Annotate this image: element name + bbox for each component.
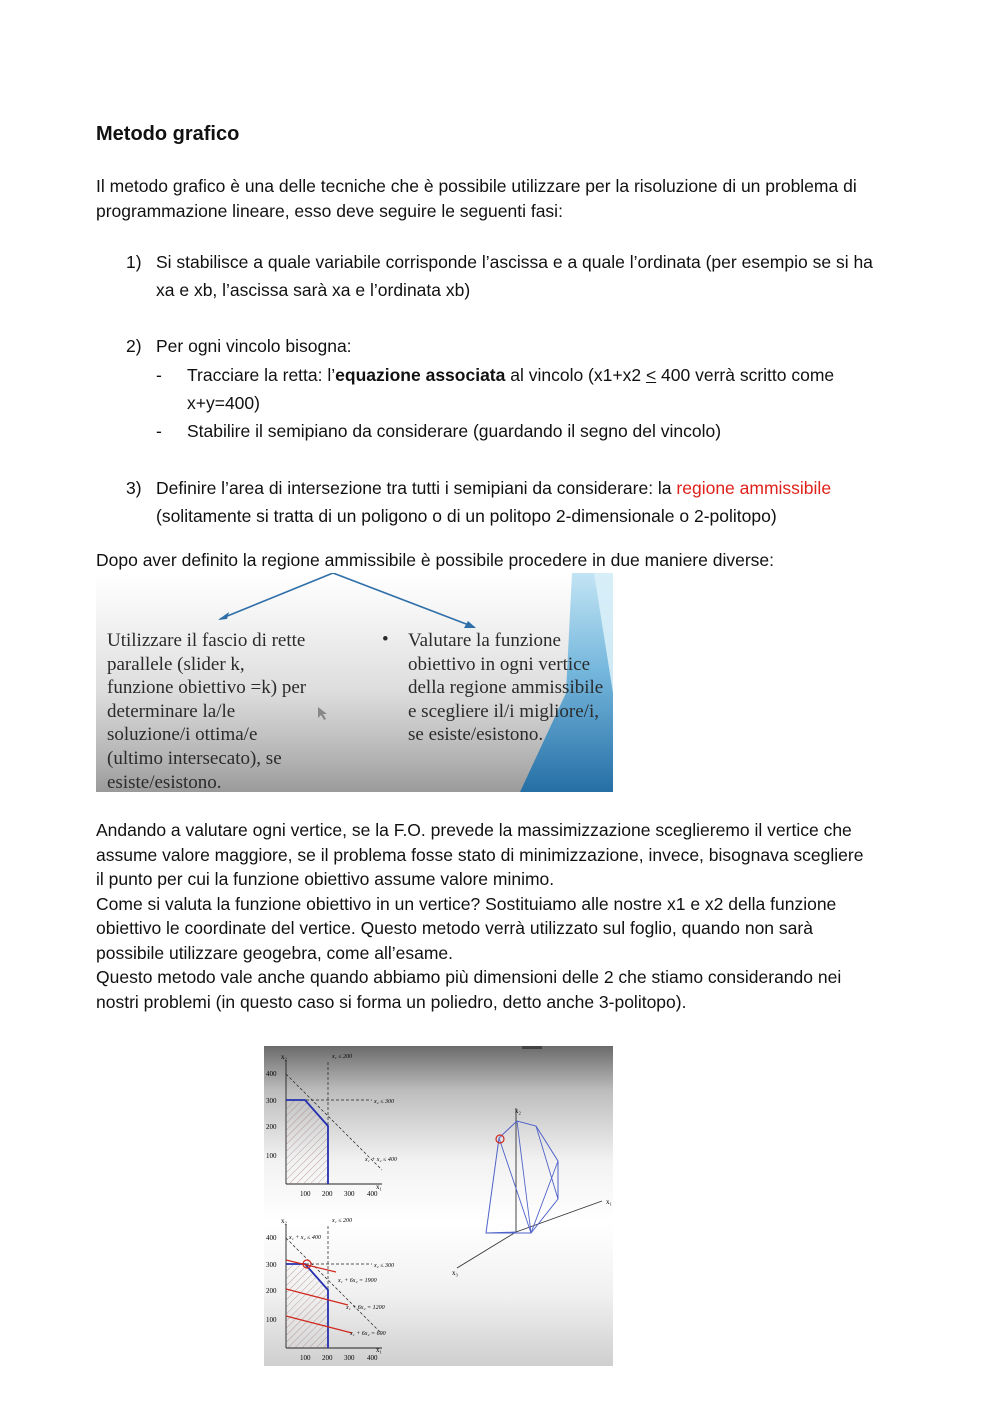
substep-text: 400 verrà scritto come bbox=[656, 365, 835, 385]
le-symbol: < bbox=[645, 365, 657, 385]
y-tick: 300 bbox=[266, 1261, 277, 1269]
y-tick: 400 bbox=[266, 1234, 277, 1242]
body-line: nostri problemi (in questo caso si forma un poliedro, detto anche 3-politopo). bbox=[96, 991, 687, 1012]
x-tick: 100 bbox=[300, 1190, 311, 1198]
x-tick: 300 bbox=[344, 1190, 355, 1198]
slide-line: esiste/esistono. bbox=[107, 771, 222, 792]
slide-right-text bbox=[408, 629, 603, 747]
x-axis-label: x₁ bbox=[606, 1198, 612, 1206]
body-line: il punto per cui la funzione obiettivo assume valore minimo. bbox=[96, 869, 555, 889]
x-axis-label: x₁ bbox=[376, 1346, 382, 1354]
slide-line: soluzione/i ottima/e bbox=[107, 724, 258, 746]
step-line: (solitamente si tratta di un poligono o di un politopo 2-dimensionale o 2-politopo) bbox=[156, 506, 777, 526]
slide-bullet: • bbox=[382, 629, 389, 650]
x-tick: 100 bbox=[300, 1354, 311, 1362]
objective-label: x₁ + 6x₂ = 600 bbox=[350, 1331, 386, 1337]
slide-line: determinare la/le bbox=[107, 700, 236, 722]
body-line: obiettivo le coordinate del vertice. Questo metodo verrà utilizzato sul foglio, quando non sarà bbox=[96, 918, 813, 938]
intro-paragraph bbox=[96, 174, 916, 223]
substep-text: Stabilire il semipiano da considerare (guardando il segno del vincolo) bbox=[187, 421, 722, 441]
slide-line: della regione ammissibile bbox=[408, 677, 604, 699]
figure-graphics bbox=[264, 1046, 613, 1366]
y-axis-label: x₂ bbox=[281, 1217, 287, 1225]
page-title: Metodo grafico bbox=[96, 123, 240, 145]
objective-label: x₁ + 6x₂ = 1200 bbox=[346, 1305, 385, 1311]
highlight-term: regione ammissibile bbox=[676, 478, 832, 498]
z-axis-label: x₂ bbox=[515, 1107, 521, 1115]
slide-line: Valutare la funzione bbox=[408, 630, 561, 651]
y-tick: 100 bbox=[266, 1152, 277, 1160]
step-3 bbox=[126, 474, 906, 534]
cursor-icon bbox=[318, 707, 327, 720]
methods-intro: Dopo aver definito la regione ammissibile è possibile procedere in due maniere diverse: bbox=[96, 550, 775, 570]
constraint-label: x₁ + x₂ ≤ 400 bbox=[289, 1235, 321, 1241]
slide-image bbox=[96, 573, 613, 792]
body-line: Andando a valutare ogni vertice, se la F.O. prevede la massimizzazione sceglieremo il vertice che bbox=[96, 820, 852, 840]
x-tick: 200 bbox=[322, 1190, 333, 1198]
step-number: 3) bbox=[126, 478, 142, 498]
top-bar bbox=[522, 1046, 542, 1049]
left-arrowhead bbox=[218, 612, 229, 620]
bold-term: equazione associata bbox=[335, 365, 506, 385]
figure-image bbox=[264, 1046, 613, 1366]
step-number: 1) bbox=[126, 252, 142, 272]
step-line: Definire l’area di intersezione tra tutti i semipiani da considerare: la bbox=[156, 478, 677, 498]
y-tick: 200 bbox=[266, 1287, 277, 1295]
y-axis-label: x₃ bbox=[452, 1269, 458, 1277]
x-tick: 200 bbox=[322, 1354, 333, 1362]
polytope-3d bbox=[452, 1107, 612, 1277]
y-tick: 100 bbox=[266, 1316, 277, 1324]
step-2 bbox=[126, 332, 906, 362]
step-line: Per ogni vincolo bisogna: bbox=[156, 336, 352, 356]
constraint-label: x₂ ≤ 300 bbox=[374, 1263, 395, 1269]
slide-line: parallele (slider k, bbox=[107, 653, 245, 675]
top-plot bbox=[266, 1053, 397, 1198]
dash-marker: - bbox=[156, 365, 162, 385]
step-number: 2) bbox=[126, 336, 142, 356]
intro-line: Il metodo grafico è una delle tecniche che è possibile utilizzare per la risoluzione di un problema di bbox=[96, 176, 857, 196]
slide-line: (ultimo intersecato), se bbox=[107, 747, 282, 769]
slide-line: funzione obiettivo =k) per bbox=[107, 677, 307, 699]
step-line: xa e xb, l’ascissa sarà xa e l’ordinata xb) bbox=[156, 280, 471, 300]
left-arrow bbox=[220, 573, 333, 619]
slide-line: se esiste/esistono. bbox=[408, 724, 544, 746]
slide-left-text bbox=[107, 629, 306, 792]
body-line: Come si valuta la funzione obiettivo in un vertice? Sostituiamo alle nostre x1 e x2 della funzione bbox=[96, 893, 837, 914]
body-line: Questo metodo vale anche quando abbiamo più dimensioni delle 2 che stiamo considerando nei bbox=[96, 967, 842, 987]
constraint-label: x₁ ≤ 200 bbox=[332, 1054, 353, 1060]
step-1 bbox=[126, 248, 906, 308]
y-tick: 300 bbox=[266, 1097, 277, 1105]
body-line: assume valore maggiore, se il problema fosse stato di minimizzazione, invece, bisognava scegliere bbox=[96, 844, 864, 865]
slide-line: e scegliere il/i migliore/i, bbox=[408, 700, 599, 722]
constraint-label: x₁ ≤ 200 bbox=[332, 1218, 353, 1224]
y-tick: 200 bbox=[266, 1123, 277, 1131]
y-axis-label: x₂ bbox=[281, 1053, 287, 1061]
substep-text: Tracciare la retta: l’ bbox=[187, 365, 336, 385]
substep-text: al vincolo (x1+x2 bbox=[505, 365, 646, 385]
objective-label: x₁ + 6x₂ = 1900 bbox=[338, 1278, 377, 1284]
body-paragraph bbox=[96, 818, 916, 1014]
x-axis-label: x₁ bbox=[376, 1183, 382, 1191]
feasible-region bbox=[286, 1100, 328, 1184]
y-tick: 400 bbox=[266, 1070, 277, 1078]
feasible-region bbox=[286, 1264, 328, 1348]
slide-line: Utilizzare il fascio di rette bbox=[107, 630, 306, 651]
body-line: possibile utilizzare geogebra, come all’esame. bbox=[96, 942, 453, 963]
slide-line: obiettivo in ogni vertice bbox=[408, 653, 591, 675]
step-line: Si stabilisce a quale variabile corrisponde l’ascissa e a quale l’ordinata (per esempio se si ha bbox=[156, 252, 873, 272]
substep-half-plane bbox=[156, 417, 896, 447]
constraint-label: x₁ + x₂ ≤ 400 bbox=[365, 1157, 397, 1163]
x-tick: 400 bbox=[367, 1354, 378, 1362]
substep-trace-line bbox=[156, 361, 896, 421]
x-tick: 300 bbox=[344, 1354, 355, 1362]
bottom-plot bbox=[266, 1217, 394, 1362]
intro-line: programmazione lineare, esso deve seguire le seguenti fasi: bbox=[96, 200, 563, 221]
right-arrow bbox=[333, 573, 474, 627]
x-tick: 400 bbox=[367, 1190, 378, 1198]
constraint-label: x₂ ≤ 300 bbox=[374, 1099, 395, 1105]
substep-text: x+y=400) bbox=[187, 393, 260, 413]
dash-marker: - bbox=[156, 421, 162, 441]
